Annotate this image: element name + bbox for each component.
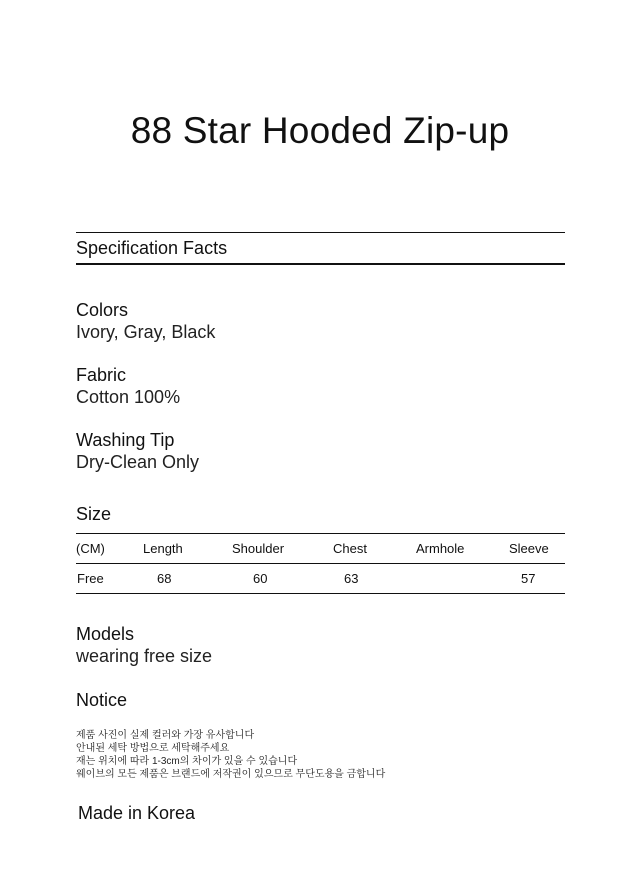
colors-label: Colors: [76, 300, 129, 320]
size-header-chest: Chest: [333, 541, 367, 556]
notice-label: Notice: [76, 690, 128, 710]
made-in-label: Made in Korea: [78, 803, 196, 823]
size-cell-chest: 63: [344, 571, 359, 586]
size-header-armhole: Armhole: [416, 541, 465, 556]
size-label: Size: [76, 504, 112, 524]
table-row: [76, 564, 565, 594]
product-title: 88 Star Hooded Zip-up: [130, 110, 510, 151]
models-label: Models: [76, 624, 135, 644]
washing-label: Washing Tip: [76, 430, 175, 450]
size-header-shoulder: Shoulder: [232, 541, 285, 556]
size-cell-free: Free: [77, 571, 104, 586]
notice-text: [76, 729, 385, 781]
notice-line: 제품 사진이 실제 컬러와 가장 유사합니다: [76, 730, 255, 741]
size-header-sleeve: Sleeve: [509, 541, 549, 556]
size-cell-sleeve: 57: [521, 571, 536, 586]
spec-heading: Specification Facts: [76, 238, 228, 258]
notice-line: 웨이브의 모든 제품은 브랜드에 저작권이 있으므로 무단도용을 금합니다: [76, 769, 386, 780]
notice-line: 재는 위치에 따라 1-3cm의 차이가 있을 수 있습니다: [76, 756, 298, 767]
size-cell-shoulder: 60: [253, 571, 268, 586]
size-header-unit: (CM): [76, 541, 105, 556]
size-cell-length: 68: [157, 571, 172, 586]
size-table-header: [76, 533, 565, 564]
colors-value: Ivory, Gray, Black: [76, 322, 216, 342]
models-value: wearing free size: [76, 646, 213, 666]
size-table: [76, 533, 565, 594]
fabric-value: Cotton 100%: [76, 387, 181, 407]
spec-bottom-rule: [76, 263, 565, 265]
fabric-label: Fabric: [76, 365, 127, 385]
spec-top-rule: [76, 232, 565, 233]
notice-line: 안내된 세탁 방법으로 세탁해주세요: [76, 743, 230, 754]
size-header-length: Length: [143, 541, 183, 556]
washing-value: Dry-Clean Only: [76, 452, 200, 472]
